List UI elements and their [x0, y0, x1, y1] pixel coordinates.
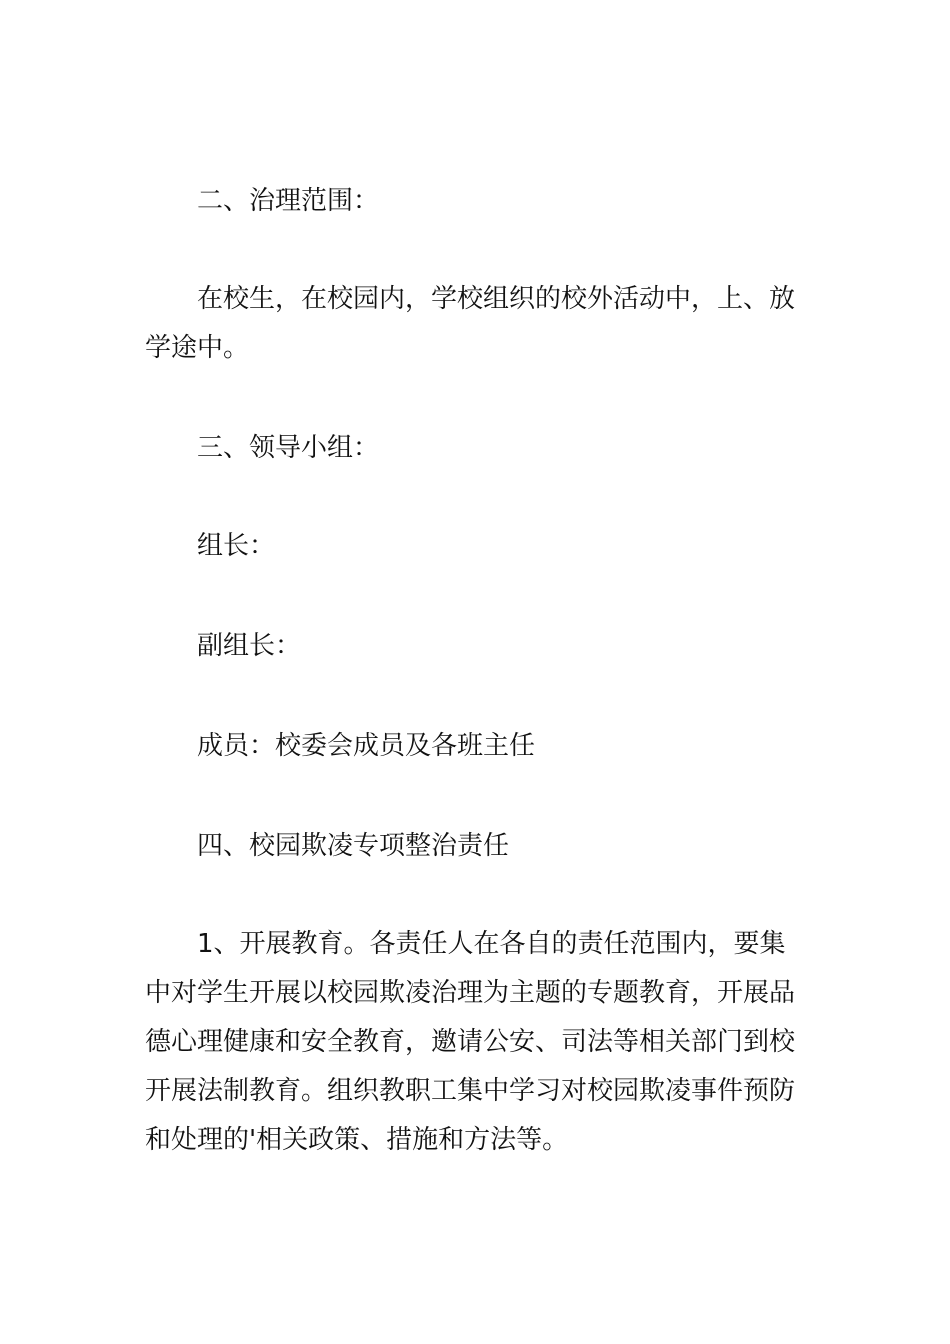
paragraph-scope-description: 在校生，在校园内，学校组织的校外活动中，上、放学途中。 — [145, 284, 796, 363]
paragraph-members: 成员：校委会成员及各班主任 — [197, 731, 536, 761]
section-heading-governance-scope: 二、治理范围： — [197, 186, 380, 216]
paragraph-deputy-leader: 副组长： — [197, 631, 302, 661]
paragraph-group-leader: 组长： — [197, 531, 276, 561]
section-heading-leadership-group: 三、领导小组： — [197, 433, 380, 463]
paragraph-education-item: 1、开展教育。各责任人在各自的责任范围内，要集中对学生开展以校园欺凌治理为主题的专题教育，开展品德心理健康和安全教育，邀请公安、司法等相关部门到校开展法制教育。组织教职工集中学习对校园欺凌事件预防和处理的'相关政策、措施和方法等。 — [145, 929, 796, 1155]
section-heading-responsibilities: 四、校园欺凌专项整治责任 — [197, 831, 510, 861]
